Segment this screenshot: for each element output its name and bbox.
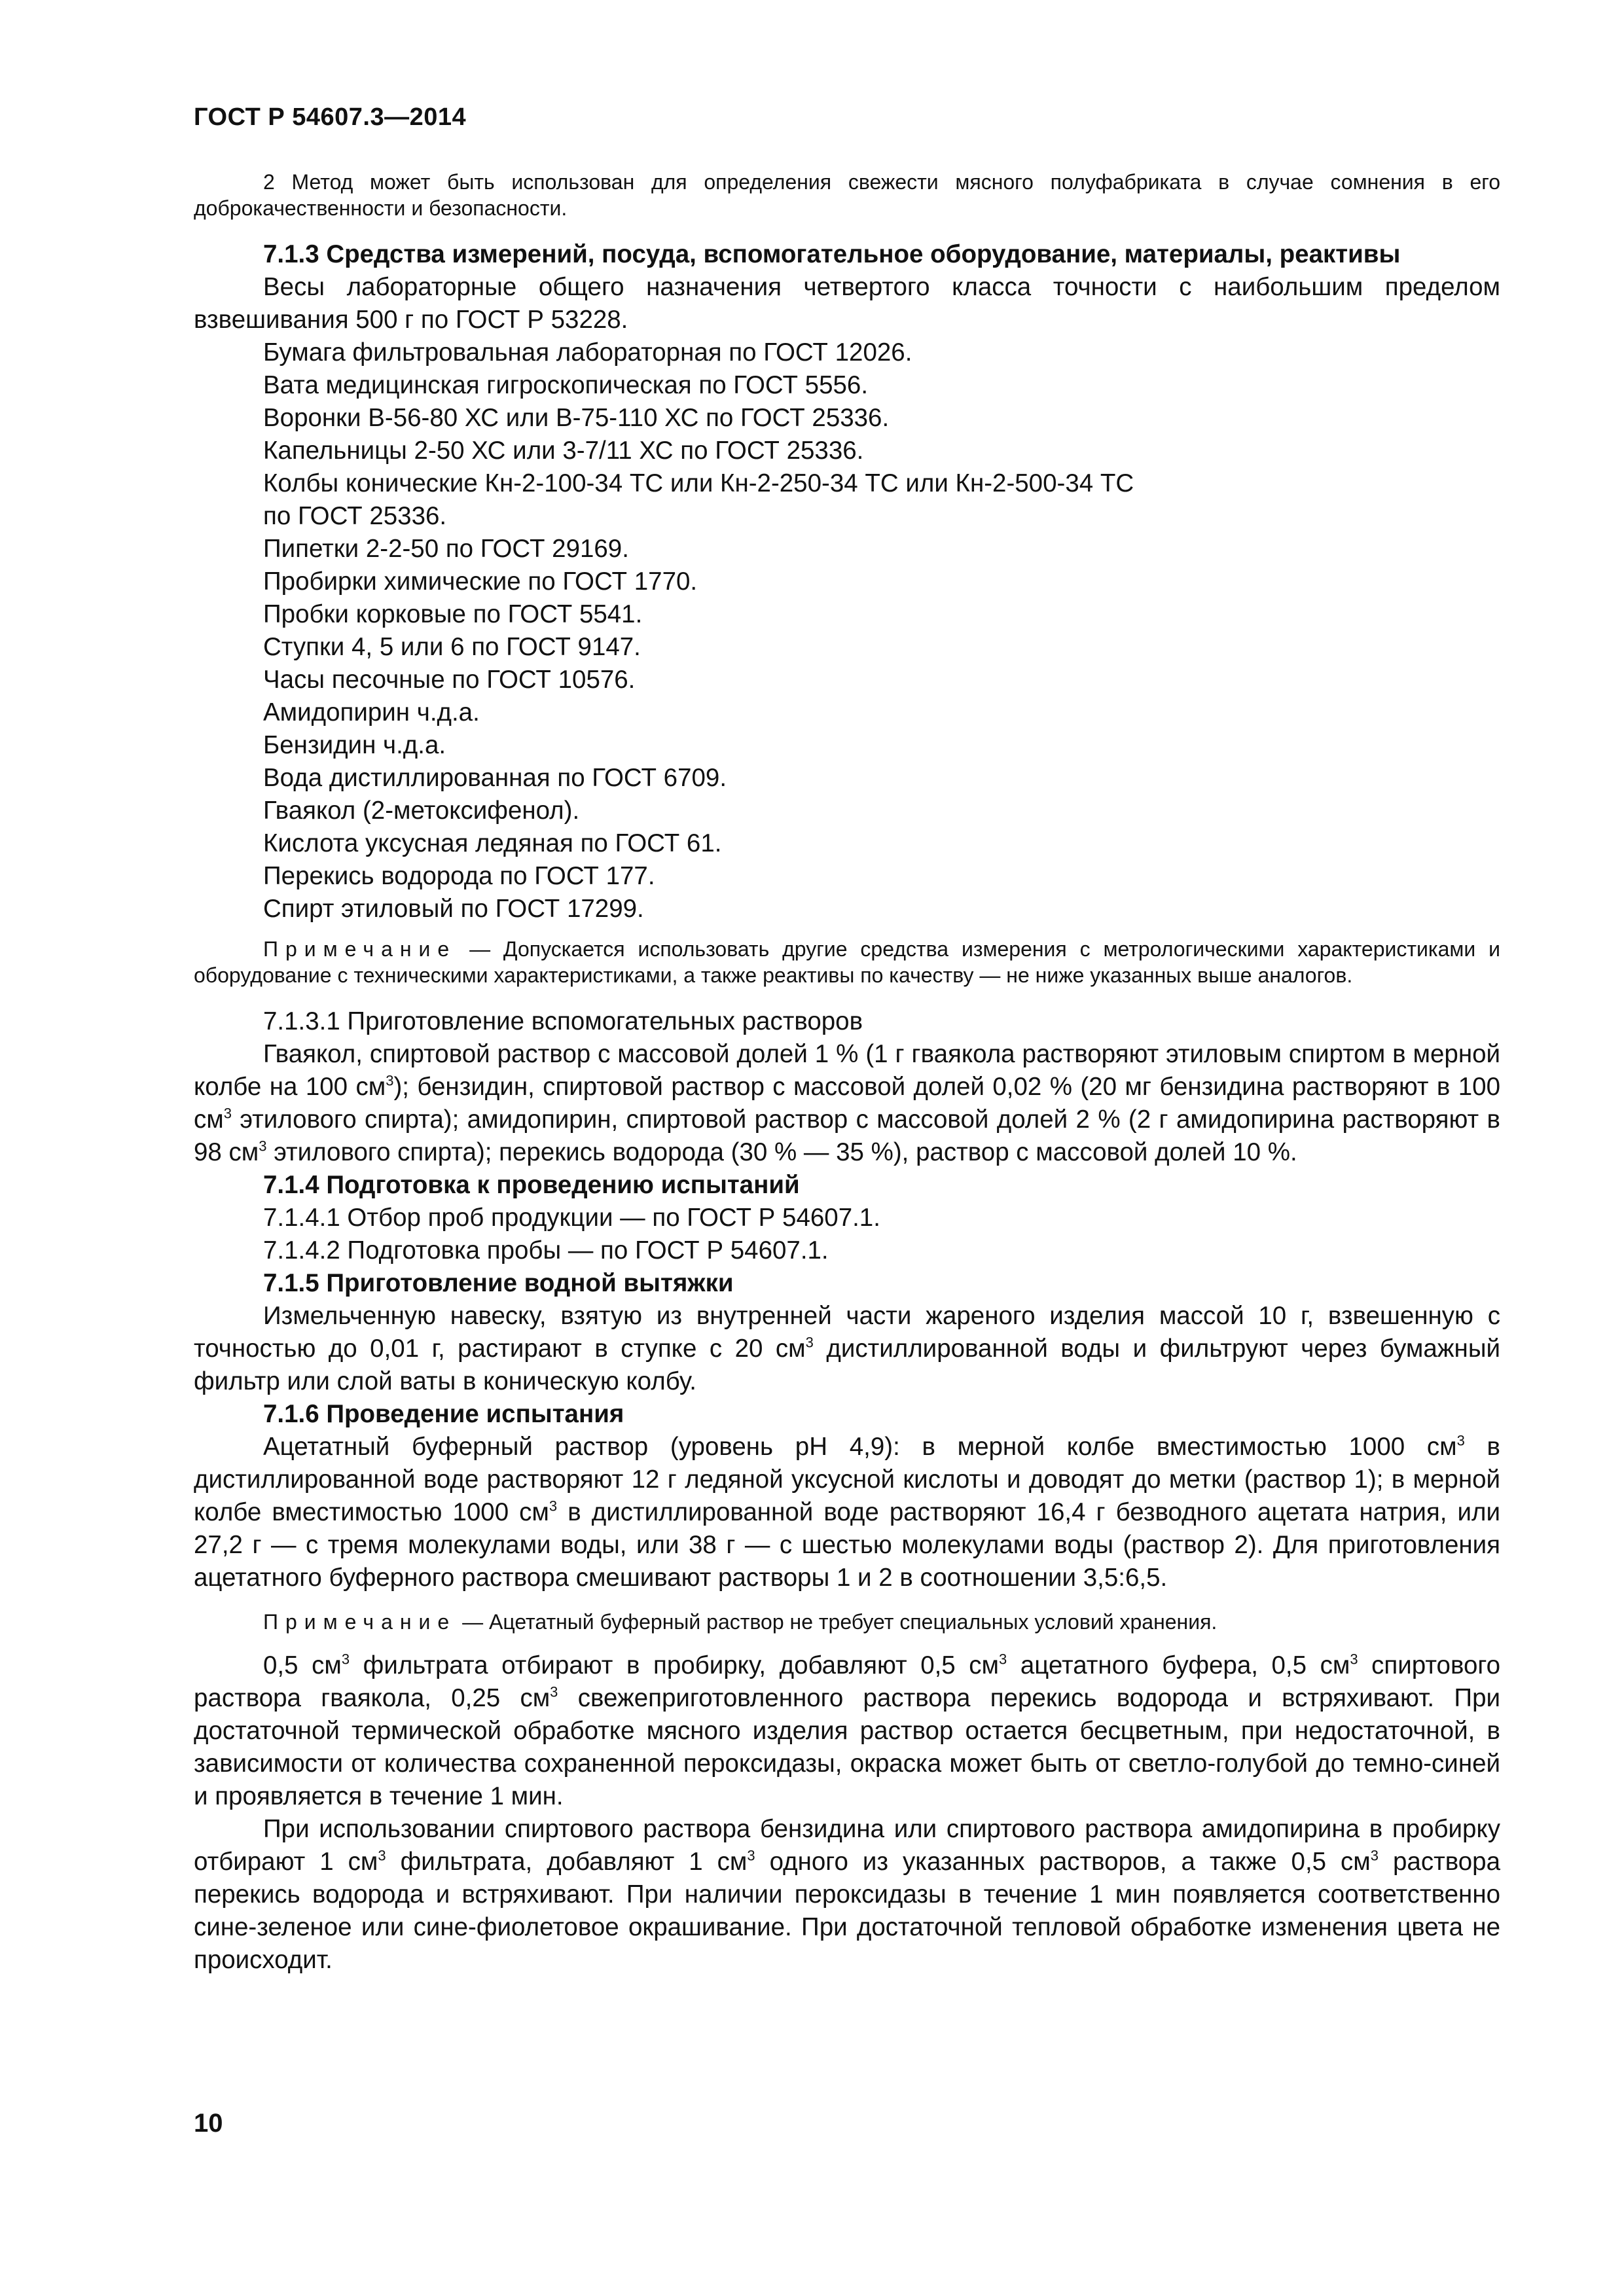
text-run: Ацетатный буферный раствор (уровень pH 4,9): в мерной колбе вместимостью 1000 см xyxy=(263,1433,1457,1461)
note-label: Примечание xyxy=(263,937,457,961)
section-7131-heading: 7.1.3.1 Приготовление вспомогательных растворов xyxy=(263,1007,863,1035)
section-714-line: 7.1.4.1 Отбор проб продукции — по ГОСТ Р 54607.1. xyxy=(263,1204,880,1232)
list-item: Вата медицинская гигроскопическая по ГОСТ 5556. xyxy=(263,371,869,399)
note-equipment xyxy=(194,936,1500,988)
section-714-heading: 7.1.4 Подготовка к проведению испытаний xyxy=(263,1171,800,1199)
section-7131-text xyxy=(194,1038,1500,1169)
section-715-text xyxy=(194,1300,1500,1398)
note-text: — Ацетатный буферный раствор не требует специальных условий хранения. xyxy=(462,1610,1218,1634)
text-run: в дистиллированной воде растворяют 12 г ледяной уксусной кислоты и доводят до метки (раствор 1); в мерной колбе вместимостью 1000 см xyxy=(194,1433,1500,1526)
scales-paragraph: Весы лабораторные общего назначения четвертого класса точности с наибольшим пределом взвешивания 500 г по ГОСТ Р 53228. xyxy=(194,273,1500,334)
superscript: 3 xyxy=(549,1498,558,1515)
list-item: Кислота уксусная ледяная по ГОСТ 61. xyxy=(263,829,722,857)
list-item: Спирт этиловый по ГОСТ 17299. xyxy=(263,895,644,923)
list-item: Бумага фильтровальная лабораторная по ГОСТ 12026. xyxy=(263,338,912,367)
list-item: Бензидин ч.д.а. xyxy=(263,731,446,759)
text-run: При использовании спиртового раствора бензидина или спиртового раствора амидопирина в пробирку отбирают 1 см xyxy=(194,1815,1500,1876)
list-item: Амидопирин ч.д.а. xyxy=(263,698,480,726)
text-run: свежеприготовленного раствора перекись водорода и встряхивают. При достаточной термической обработке мясного изделия раствор остается бесцветным, при недостаточной, в зависимости от количества сохраненной пероксидазы, окраска может быть от светло-голубой до темно-синей и проявляется в течение 1 мин. xyxy=(194,1684,1500,1810)
text-run: фильтрата, добавляют 1 см xyxy=(386,1848,748,1876)
note-method: 2 Метод может быть использован для определения свежести мясного полуфабриката в случае сомнения в его доброкачественности и безопасности. xyxy=(194,170,1500,220)
buffer-paragraph xyxy=(194,1431,1500,1594)
document-header: ГОСТ Р 54607.3—2014 xyxy=(194,103,467,131)
superscript: 3 xyxy=(550,1683,558,1700)
list-item: Пипетки 2-2-50 по ГОСТ 29169. xyxy=(263,535,629,563)
text-run: этилового спирта); перекись водорода (30 % — 35 %), раствор с массовой долей 10 %. xyxy=(266,1138,1297,1166)
section-715-heading: 7.1.5 Приготовление водной вытяжки xyxy=(263,1269,734,1297)
list-item: Колбы конические Кн-2-100-34 ТС или Кн-2-250-34 ТС или Кн-2-500-34 ТС xyxy=(263,469,1134,497)
text-run: раствора перекись водорода и встряхивают. При наличии пероксидазы в течение 1 мин появляется соответственно сине-зеленое или сине-фиолетовое окрашивание. При достаточной тепловой обработке изменения цвета не происходит. xyxy=(194,1848,1500,1974)
list-item: Капельницы 2-50 ХС или 3-7/11 ХС по ГОСТ 25336. xyxy=(263,437,864,465)
superscript: 3 xyxy=(1350,1651,1358,1668)
text-run: Измельченную навеску, взятую из внутренней части жареного изделия массой 10 г, взвешенную с точностью до 0,01 г, растирают в ступке с 20 см xyxy=(194,1302,1500,1363)
list-item: по ГОСТ 25336. xyxy=(263,502,447,530)
text-run: Гваякол, спиртовой раствор с массовой долей 1 % (1 г гваякола растворяют этиловым спиртом в мерной колбе на 100 см xyxy=(194,1040,1500,1101)
text-run: 0,5 см xyxy=(263,1651,342,1679)
note-label: Примечание xyxy=(263,1610,457,1634)
list-item: Ступки 4, 5 или 6 по ГОСТ 9147. xyxy=(263,633,641,661)
superscript: 3 xyxy=(805,1334,814,1351)
superscript: 3 xyxy=(223,1105,232,1122)
list-item: Пробки корковые по ГОСТ 5541. xyxy=(263,600,643,628)
list-item: Пробирки химические по ГОСТ 1770. xyxy=(263,567,698,596)
note-text: — Допускается использовать другие средства измерения с метрологическими характеристиками и оборудование с техническими характеристиками, а также реактивы по качеству — не ниже указанных выше аналогов. xyxy=(194,937,1501,987)
text-run: этилового спирта); амидопирин, спиртовой раствор с массовой долей 2 % (2 г амидопирина растворяют в 98 см xyxy=(194,1105,1500,1166)
list-item: Гваякол (2-метоксифенол). xyxy=(263,797,580,825)
text-run: ацетатного буфера, 0,5 см xyxy=(1007,1651,1350,1679)
text-run: одного из указанных растворов, а также 0,5 см xyxy=(755,1848,1371,1876)
page-number: 10 xyxy=(194,2109,223,2138)
superscript: 3 xyxy=(259,1138,267,1155)
text-run: фильтрата отбирают в пробирку, добавляют 0,5 см xyxy=(350,1651,1000,1679)
note-buffer xyxy=(194,1609,1500,1635)
document-body xyxy=(194,169,1500,1977)
text-run: в дистиллированной воде растворяют 16,4 г безводного ацетата натрия, или 27,2 г — с тремя молекулами воды, или 38 г — с шестью молекулами воды (раствор 2). Для приготовления ацетатного буферного раствора смешивают растворы 1 и 2 в соотношении 3,5:6,5. xyxy=(194,1498,1500,1592)
list-item: Вода дистиллированная по ГОСТ 6709. xyxy=(263,764,727,792)
section-714-line: 7.1.4.2 Подготовка пробы — по ГОСТ Р 54607.1. xyxy=(263,1236,829,1265)
superscript: 3 xyxy=(999,1651,1007,1668)
superscript: 3 xyxy=(1370,1847,1379,1864)
list-item: Воронки В-56-80 ХС или В-75-110 ХС по ГОСТ 25336. xyxy=(263,404,890,432)
list-item: Перекись водорода по ГОСТ 177. xyxy=(263,862,655,890)
text-run: ); бензидин, спиртовой раствор с массовой долей 0,02 % (20 мг бензидина растворяют в 100 см xyxy=(194,1073,1500,1134)
superscript: 3 xyxy=(378,1847,386,1864)
superscript: 3 xyxy=(747,1847,755,1864)
alternative-procedure-paragraph xyxy=(194,1813,1500,1977)
procedure-paragraph xyxy=(194,1649,1500,1813)
section-713-heading: 7.1.3 Средства измерений, посуда, вспомогательное оборудование, материалы, реактивы xyxy=(263,240,1401,268)
superscript: 3 xyxy=(386,1072,394,1089)
section-716-heading: 7.1.6 Проведение испытания xyxy=(263,1400,624,1428)
superscript: 3 xyxy=(1456,1432,1465,1449)
list-item: Часы песочные по ГОСТ 10576. xyxy=(263,666,636,694)
text-run: дистиллированной воды и фильтруют через бумажный фильтр или слой ваты в коническую колбу. xyxy=(194,1335,1501,1395)
superscript: 3 xyxy=(341,1651,350,1668)
text-run: спиртового раствора гваякола, 0,25 см xyxy=(194,1651,1500,1712)
